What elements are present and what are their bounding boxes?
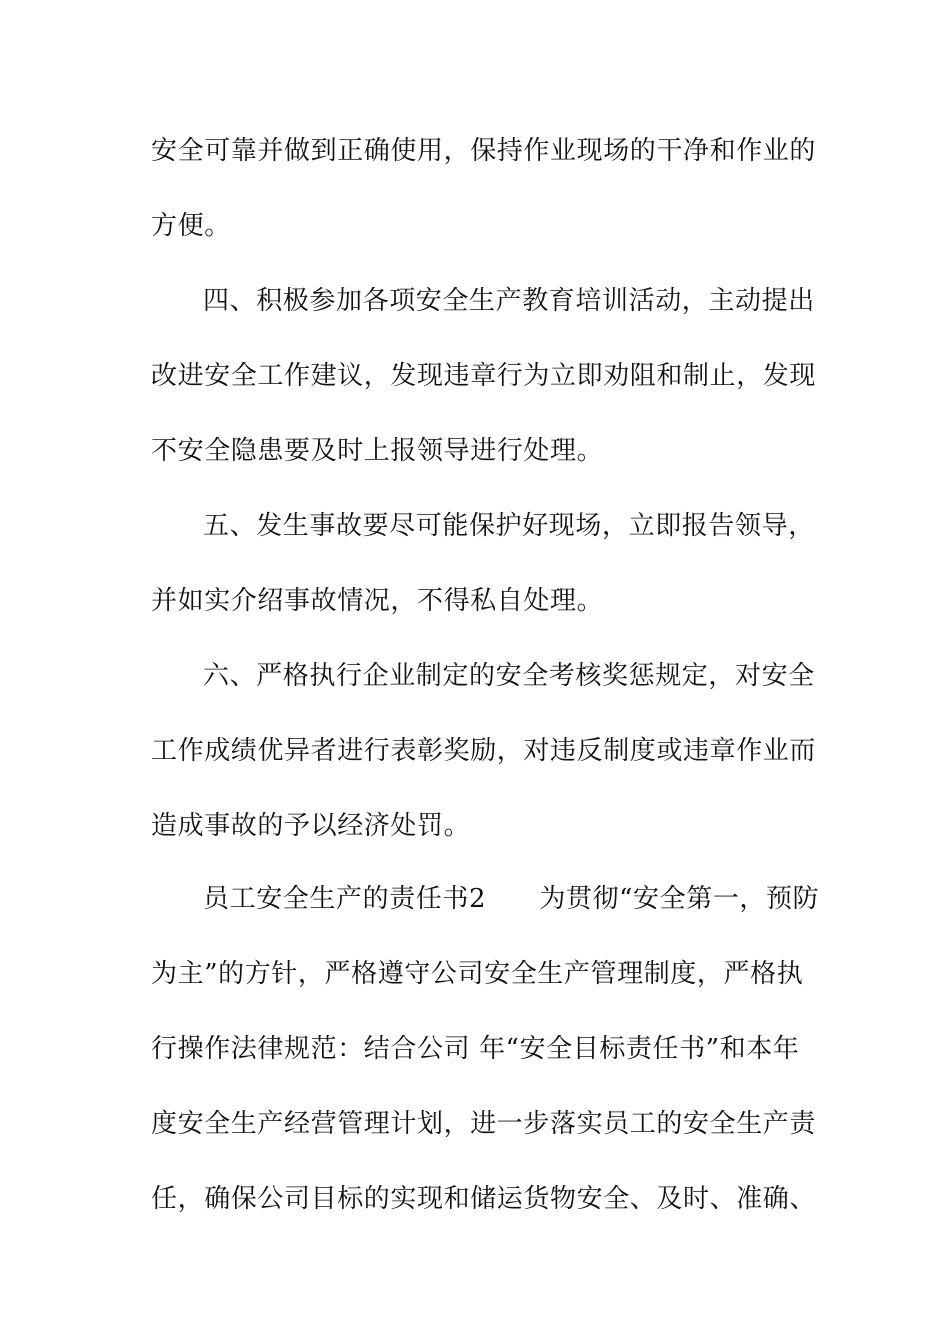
paragraph-line: 四、积极参加各项安全生产教育培训活动，主动提出 — [203, 286, 815, 316]
paragraph-line: 五、发生事故要尽可能保护好现场，立即报告领导， — [203, 511, 815, 541]
text-line: 度安全生产经营管理计划，进一步落实员工的安全生产责 — [151, 1109, 817, 1139]
text-line: 安全可靠并做到正确使用，保持作业现场的干净和作业的 — [151, 136, 817, 166]
text-line: 工作成绩优异者进行表彰奖励，对违反制度或违章作业而 — [151, 736, 817, 766]
paragraph-line: 员工安全生产的责任书2 为贯彻“安全第一，预防 — [203, 884, 820, 914]
text-line: 造成事故的予以经济处罚。 — [151, 811, 471, 841]
text-line: 行操作法律规范：结合公司 年“安全目标责任书”和本年 — [151, 1034, 800, 1064]
text-line: 任，确保公司目标的实现和储运货物安全、及时、准确、 — [151, 1184, 817, 1214]
text-line: 改进安全工作建议，发现违章行为立即劝阻和制止，发现 — [151, 361, 817, 391]
text-line: 方便。 — [151, 211, 231, 241]
text-line: 不安全隐患要及时上报领导进行处理。 — [151, 436, 604, 466]
paragraph-line: 六、严格执行企业制定的安全考核奖惩规定，对安全 — [203, 661, 815, 691]
text-line: 并如实介绍事故情况，不得私自处理。 — [151, 586, 604, 616]
text-line: 为主”的方针，严格遵守公司安全生产管理制度，严格执 — [151, 959, 804, 989]
